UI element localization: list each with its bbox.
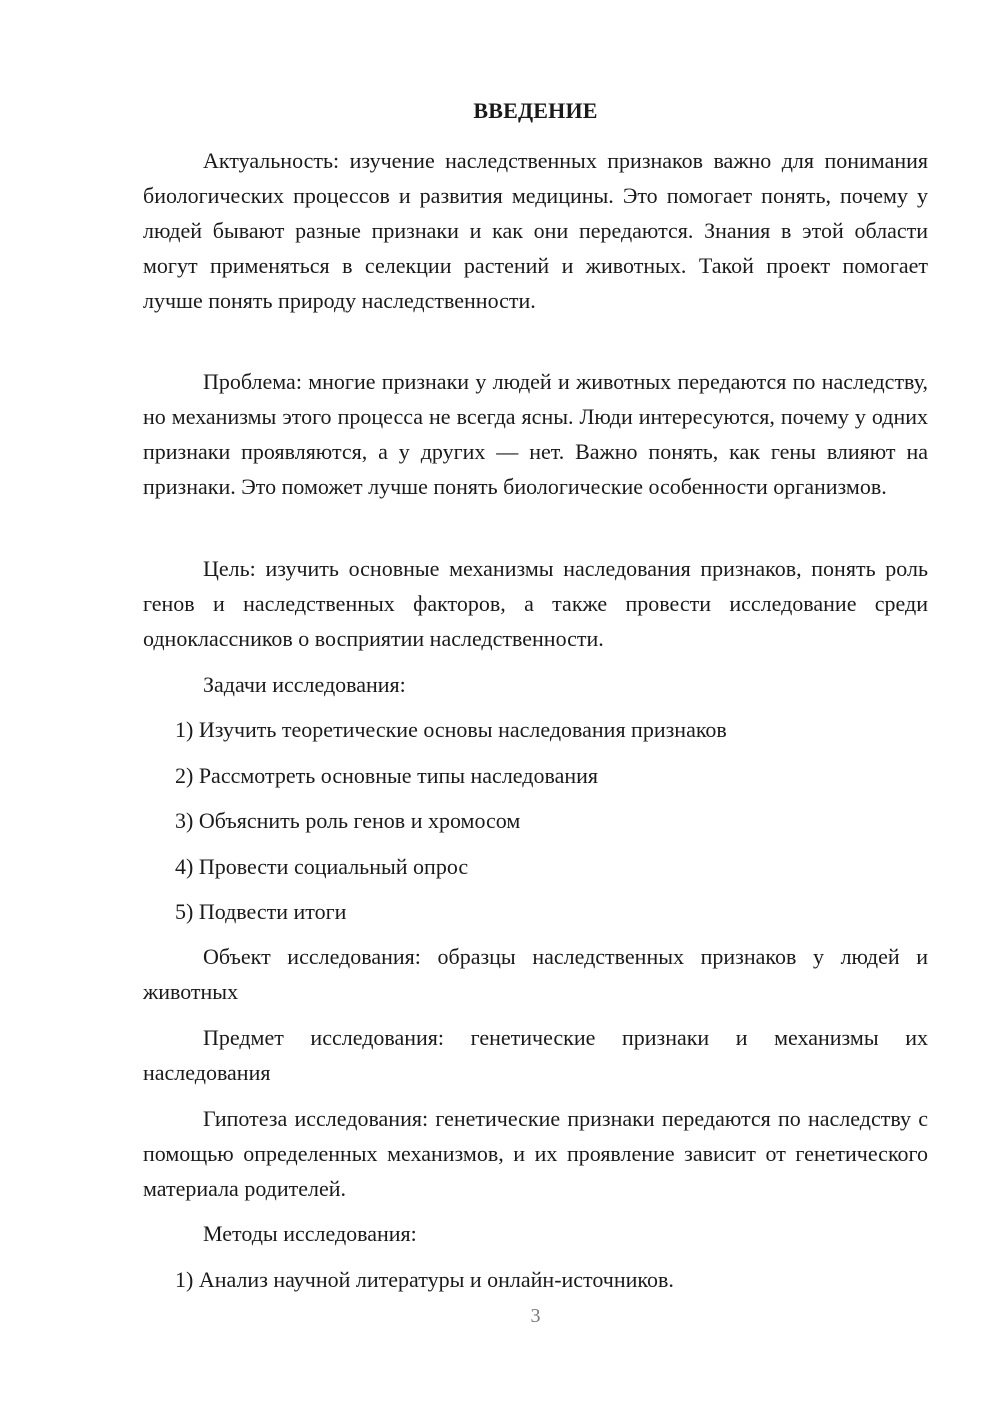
paragraph-object: Объект исследования: образцы наследственных признаков у людей и животных: [143, 944, 928, 1004]
paragraph-relevance: Актуальность: изучение наследственных признаков важно для понимания биологических процессов и развития медицины. Это помогает понять, почему у людей бывают разные признаки и как они передаются. Знания в этой области могут применяться в селекции растений и животных. Такой проект помогает лучше понять природу наследственности.: [143, 148, 928, 313]
task-item: 5) Подвести итоги: [175, 899, 347, 924]
task-item: 3) Объяснить роль генов и хромосом: [175, 808, 521, 833]
methods-heading: Методы исследования:: [203, 1221, 417, 1246]
task-item: 1) Изучить теоретические основы наследования признаков: [175, 717, 727, 742]
tasks-heading: Задачи исследования:: [203, 672, 406, 697]
page-number: 3: [530, 1305, 541, 1327]
paragraph-problem: Проблема: многие признаки у людей и животных передаются по наследству, но механизмы этого процесса не всегда ясны. Люди интересуются, почему у одних признаки проявляются, а у других — нет. Важно понять, как гены влияют на признаки. Это поможет лучше понять биологические особенности организмов.: [143, 369, 928, 499]
paragraph-subject: Предмет исследования: генетические признаки и механизмы их наследования: [143, 1025, 928, 1085]
paragraph-goal: Цель: изучить основные механизмы наследования признаков, понять роль генов и наследственных факторов, а также провести исследование среди одноклассников о восприятии наследственности.: [143, 556, 928, 651]
paragraph-hypothesis: Гипотеза исследования: генетические признаки передаются по наследству с помощью определенных механизмов, и их проявление зависит от генетического материала родителей.: [143, 1106, 928, 1201]
task-item: 2) Рассмотреть основные типы наследования: [175, 763, 598, 788]
task-item: 4) Провести социальный опрос: [175, 854, 469, 879]
method-item: 1) Анализ научной литературы и онлайн-источников.: [175, 1267, 674, 1292]
section-heading: ВВЕДЕНИЕ: [473, 98, 598, 123]
